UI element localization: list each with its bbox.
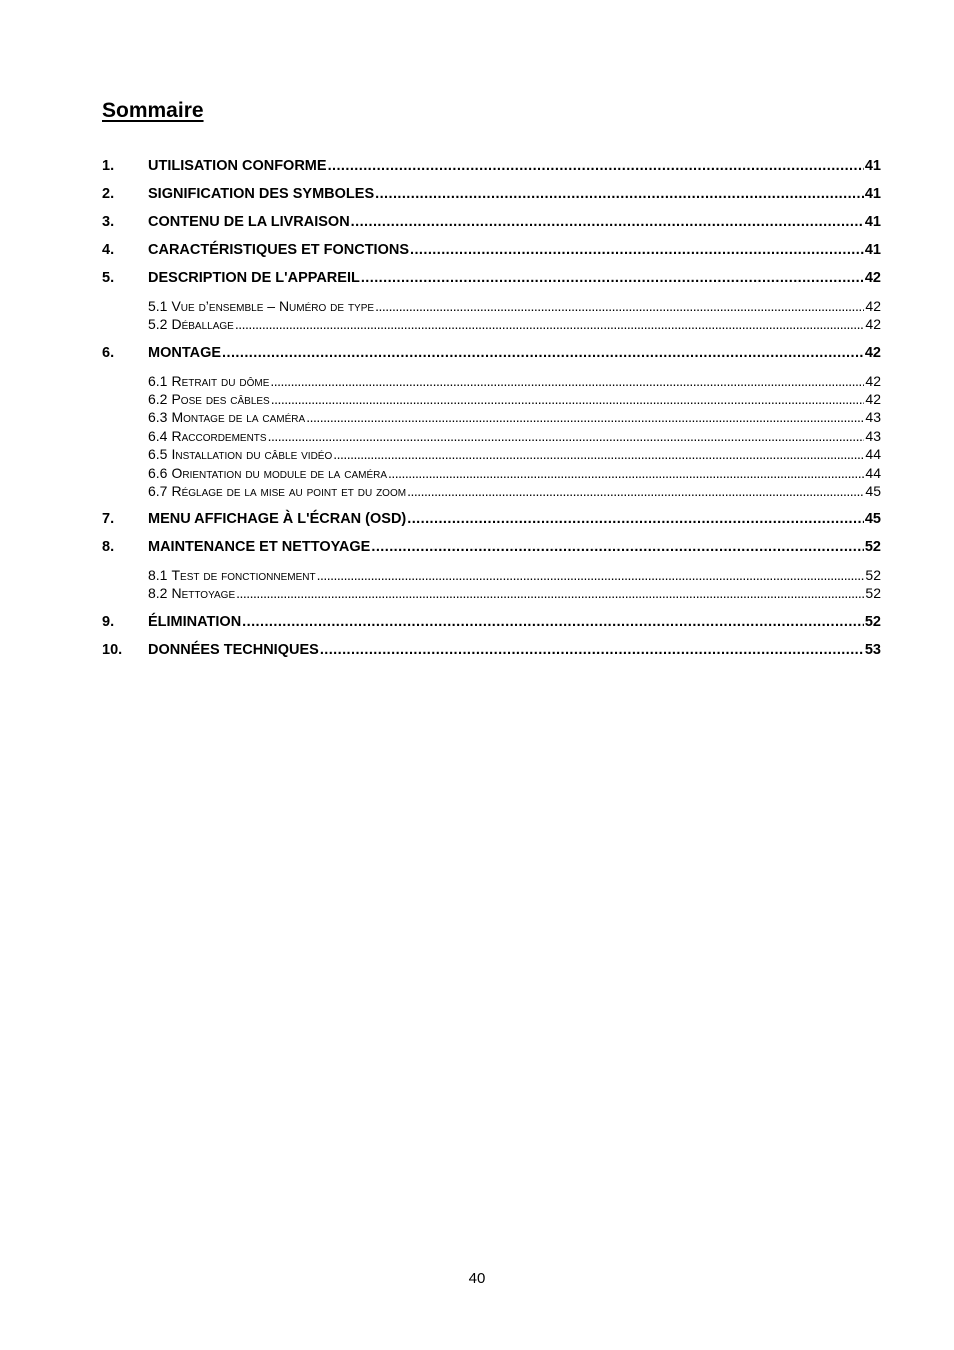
toc-entry[interactable] (102, 343, 881, 363)
toc-entry-number: 10. (102, 642, 123, 658)
toc-entry-label: Vue d’ensemble – Numéro de type (171, 298, 375, 314)
toc-entry-number: 6.7 (148, 483, 168, 499)
toc-entry-number: 5.2 (148, 316, 168, 332)
toc-entry-page: 42 (865, 373, 881, 389)
toc-entry-label: MENU AFFICHAGE À L'ÉCRAN (OSD) (148, 511, 407, 527)
toc-dot-leader (375, 184, 864, 204)
toc-entry-label: MONTAGE (148, 345, 222, 361)
toc-entry-page: 42 (865, 391, 881, 407)
toc-entry-page: 45 (864, 511, 881, 527)
toc-entry[interactable] (102, 390, 881, 408)
toc-dot-leader (361, 268, 864, 288)
toc-entry-number: 5. (102, 270, 115, 286)
toc-entry-label: Retrait du dôme (171, 373, 270, 389)
toc-dot-leader (407, 482, 864, 500)
toc-entry-page: 52 (864, 539, 881, 555)
toc-entry-label: Orientation du module de la caméra (171, 465, 388, 481)
toc-entry-label: Installation du câble vidéo (171, 446, 333, 462)
toc-entry-page: 41 (864, 186, 881, 202)
toc-entry-page: 43 (865, 409, 881, 425)
toc-entry-page: 44 (865, 446, 881, 462)
toc-entry-number: 6. (102, 345, 115, 361)
toc-entry-number: 8.1 (148, 567, 168, 583)
toc-entry-number: 8.2 (148, 585, 168, 601)
toc-entry-label: CARACTÉRISTIQUES ET FONCTIONS (148, 242, 410, 258)
toc-entry[interactable] (102, 408, 881, 426)
toc-entry[interactable] (102, 464, 881, 482)
toc-dot-leader (320, 640, 864, 660)
toc-dot-leader (371, 537, 864, 557)
toc-entry-label: Déballage (171, 316, 234, 332)
page-number: 40 (468, 1270, 486, 1287)
toc-dot-leader (271, 390, 865, 408)
toc-dot-leader (222, 343, 864, 363)
toc-entry-number: 6.3 (148, 409, 168, 425)
toc-dot-leader (388, 464, 864, 482)
toc-dot-leader (375, 297, 864, 315)
toc-entry[interactable] (102, 212, 881, 232)
toc-entry-label: DESCRIPTION DE L'APPAREIL (148, 270, 360, 286)
toc-entry-number: 1. (102, 158, 115, 174)
toc-entry[interactable] (102, 566, 881, 584)
toc-entry-number: 8. (102, 539, 115, 555)
toc-entry-page: 41 (864, 214, 881, 230)
page-title: Sommaire (102, 99, 204, 122)
toc-dot-leader (351, 212, 864, 232)
toc-entry[interactable] (102, 612, 881, 632)
toc-entry-label: UTILISATION CONFORME (148, 158, 327, 174)
toc-entry-label: Montage de la caméra (171, 409, 306, 425)
toc-entry[interactable] (102, 315, 881, 333)
toc-entry-page: 52 (865, 567, 881, 583)
toc-entry-number: 6.1 (148, 373, 168, 389)
toc-entry-page: 41 (864, 158, 881, 174)
toc-entry[interactable] (102, 156, 881, 176)
toc-entry-page: 42 (865, 298, 881, 314)
toc-entry-number: 7. (102, 511, 115, 527)
toc-entry-page: 45 (865, 483, 881, 499)
toc-entry-label: CONTENU DE LA LIVRAISON (148, 214, 350, 230)
toc-entry-label: ÉLIMINATION (148, 614, 242, 630)
toc-dot-leader (236, 584, 864, 602)
toc-entry-number: 6.6 (148, 465, 168, 481)
toc-dot-leader (306, 408, 864, 426)
toc-dot-leader (328, 156, 864, 176)
toc-entry-page: 43 (865, 428, 881, 444)
toc-entry-page: 41 (864, 242, 881, 258)
toc-entry-label: DONNÉES TECHNIQUES (148, 642, 319, 658)
toc-dot-leader (317, 566, 865, 584)
toc-entry[interactable] (102, 427, 881, 445)
toc-entry-label: Raccordements (171, 428, 267, 444)
toc-entry-number: 5.1 (148, 298, 168, 314)
toc-entry[interactable] (102, 297, 881, 315)
toc-entry-number: 6.2 (148, 391, 168, 407)
toc-entry-number: 6.5 (148, 446, 168, 462)
toc-entry-page: 42 (864, 270, 881, 286)
toc-entry-number: 2. (102, 186, 115, 202)
toc-dot-leader (242, 612, 864, 632)
toc-entry-page: 52 (864, 614, 881, 630)
toc-entry[interactable] (102, 184, 881, 204)
toc-entry[interactable] (102, 537, 881, 557)
toc-entry[interactable] (102, 240, 881, 260)
toc-entry-label: SIGNIFICATION DES SYMBOLES (148, 186, 375, 202)
toc-entry[interactable] (102, 372, 881, 390)
toc-entry-number: 4. (102, 242, 115, 258)
toc-entry-page: 42 (864, 345, 881, 361)
toc-dot-leader (270, 372, 864, 390)
toc-entry-label: Test de fonctionnement (171, 567, 316, 583)
toc-entry[interactable] (102, 509, 881, 529)
toc-entry-number: 9. (102, 614, 115, 630)
toc-entry-number: 3. (102, 214, 115, 230)
toc-dot-leader (410, 240, 864, 260)
toc-entry-number: 6.4 (148, 428, 168, 444)
toc-entry[interactable] (102, 482, 881, 500)
toc-entry[interactable] (102, 584, 881, 602)
toc-entry-page: 53 (864, 642, 881, 658)
toc-entry-label: MAINTENANCE ET NETTOYAGE (148, 539, 371, 555)
toc-entry[interactable] (102, 268, 881, 288)
toc-entry[interactable] (102, 640, 881, 660)
toc-dot-leader (333, 445, 864, 463)
toc-dot-leader (407, 509, 864, 529)
toc-dot-leader (235, 315, 865, 333)
toc-dot-leader (268, 427, 865, 445)
toc-entry-page: 44 (865, 465, 881, 481)
toc-entry-label: Pose des câbles (171, 391, 270, 407)
toc-entry-label: Réglage de la mise au point et du zoom (171, 483, 407, 499)
toc-entry-page: 52 (865, 585, 881, 601)
toc-entry[interactable] (102, 445, 881, 463)
toc-entry-label: Nettoyage (171, 585, 236, 601)
toc-entry-page: 42 (865, 316, 881, 332)
